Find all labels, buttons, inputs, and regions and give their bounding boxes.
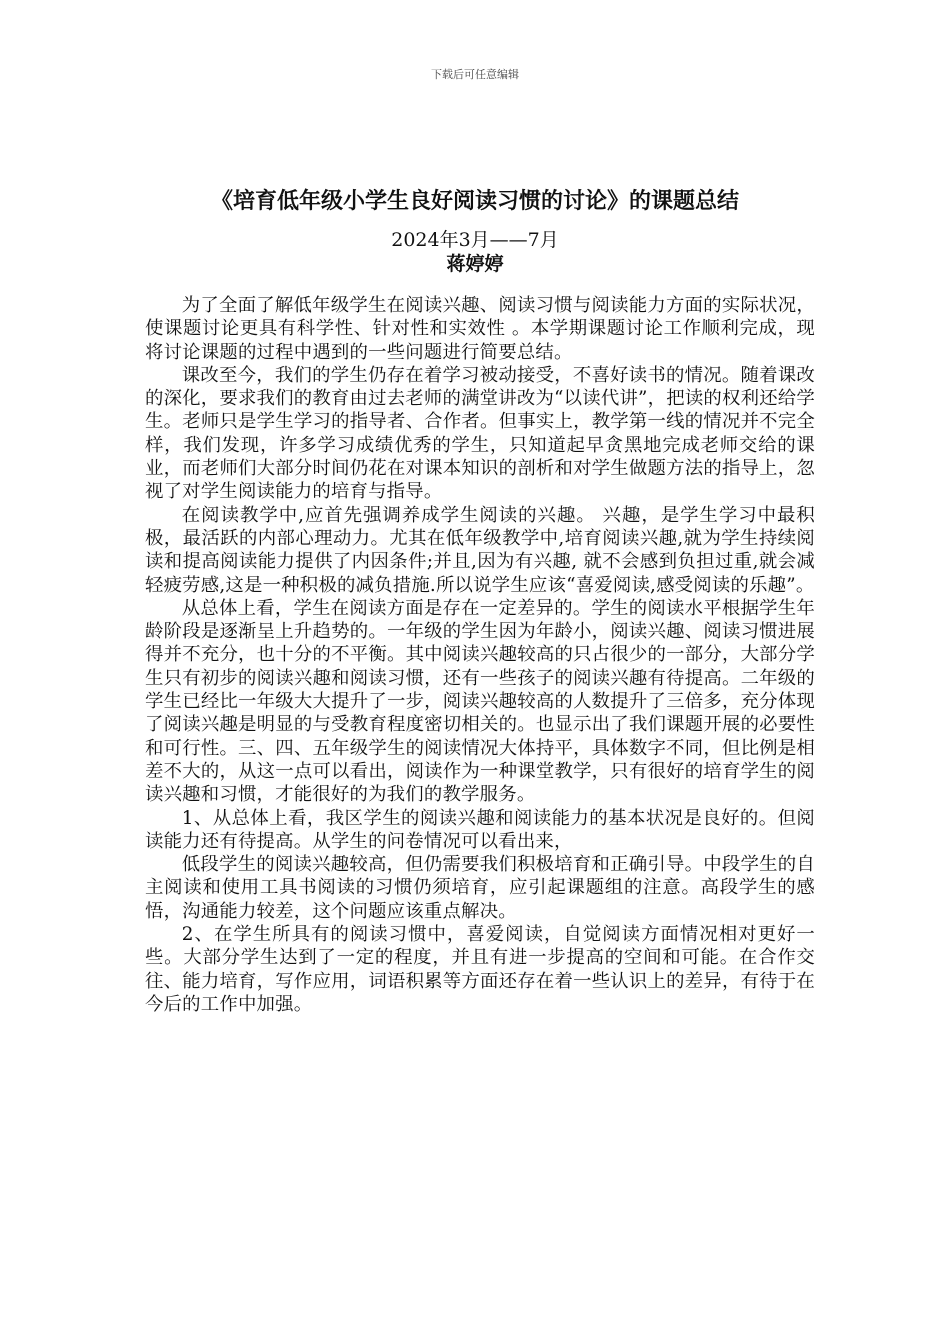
document-body	[145, 294, 815, 1016]
paragraph-intro: 为了全面了解低年级学生在阅读兴趣、阅读习惯与阅读能力方面的实际状况，使课题讨论更具有科学性、针对性和实效性 。本学期课题讨论工作顺利完成，现将讨论课题的过程中遇到的一些问题进行简要总结。	[145, 295, 815, 363]
paragraph-grade-levels: 低段学生的阅读兴趣较高，但仍需要我们积极培育和正确引导。中段学生的自主阅读和使用工具书阅读的习惯仍须培育，应引起课题组的注意。高段学生的感悟，沟通能力较差，这个问题应该重点解决。	[145, 854, 815, 922]
paragraph-curriculum-reform: 课改至今，我们的学生仍存在着学习被动接受，不喜好读书的情况。随着课改的深化，要求我们的教育由过去老师的满堂讲改为“以读代讲”，把读的权利还给学生。老师只是学生学习的指导者、合作者。但事实上，教学第一线的情况并不完全样，我们发现，许多学习成绩优秀的学生，只知道起早贪黑地完成老师交给的课业，而老师们大部分时间仍花在对课本知识的剖析和对学生做题方法的指导上，忽视了对学生阅读能力的培育与指导。	[145, 364, 815, 503]
paragraph-point-1: 1、从总体上看，我区学生的阅读兴趣和阅读能力的基本状况是良好的。但阅读能力还有待提高。从学生的问卷情况可以看出来，	[145, 807, 815, 852]
paragraph-overall-differences: 从总体上看，学生在阅读方面是存在一定差异的。学生的阅读水平根据学生年龄阶段是逐渐呈上升趋势的。一年级的学生因为年龄小，阅读兴趣、阅读习惯进展得并不充分，也十分的不平衡。其中阅读兴趣较高的只占很少的一部分，大部分学生只有初步的阅读兴趣和阅读习惯，还有一些孩子的阅读兴趣有待提高。二年级的学生已经比一年级大大提升了一步，阅读兴趣较高的人数提升了三倍多，充分体现了阅读兴趣是明显的与受教育程度密切相关的。也显示出了我们课题开展的必要性和可行性。三、四、五年级学生的阅读情况大体持平，具体数字不同，但比例是相差不大的，从这一点可以看出，阅读作为一种课堂教学，只有很好的培育学生的阅读兴趣和习惯，才能很好的为我们的教学服务。	[145, 597, 815, 806]
paragraph-point-2: 2、在学生所具有的阅读习惯中，喜爱阅读，自觉阅读方面情况相对更好一些。大部分学生达到了一定的程度，并且有进一步提高的空间和可能。在合作交往、能力培育，写作应用，词语积累等方面还存在着一些认识上的差异，有待于在今后的工作中加强。	[145, 924, 815, 1015]
paragraph-reading-interest: 在阅读教学中,应首先强调养成学生阅读的兴趣。 兴趣，是学生学习中最积极，最活跃的内部心理动力。尤其在低年级教学中,培育阅读兴趣,就为学生持续阅读和提高阅读能力提供了内因条件;并且,因为有兴趣, 就不会感到负担过重,就会减轻疲劳感,这是一种积极的减负措施.所以说学生应该“喜爱阅读,感受阅读的乐趣”。	[145, 504, 815, 596]
page-header-note: 下载后可任意编辑	[431, 68, 519, 81]
date-range: 2024年3月——7月	[391, 229, 559, 251]
document-title: 《培育低年级小学生良好阅读习惯的讨论》的课题总结	[210, 188, 739, 214]
author-name: 蒋婷婷	[446, 253, 504, 275]
